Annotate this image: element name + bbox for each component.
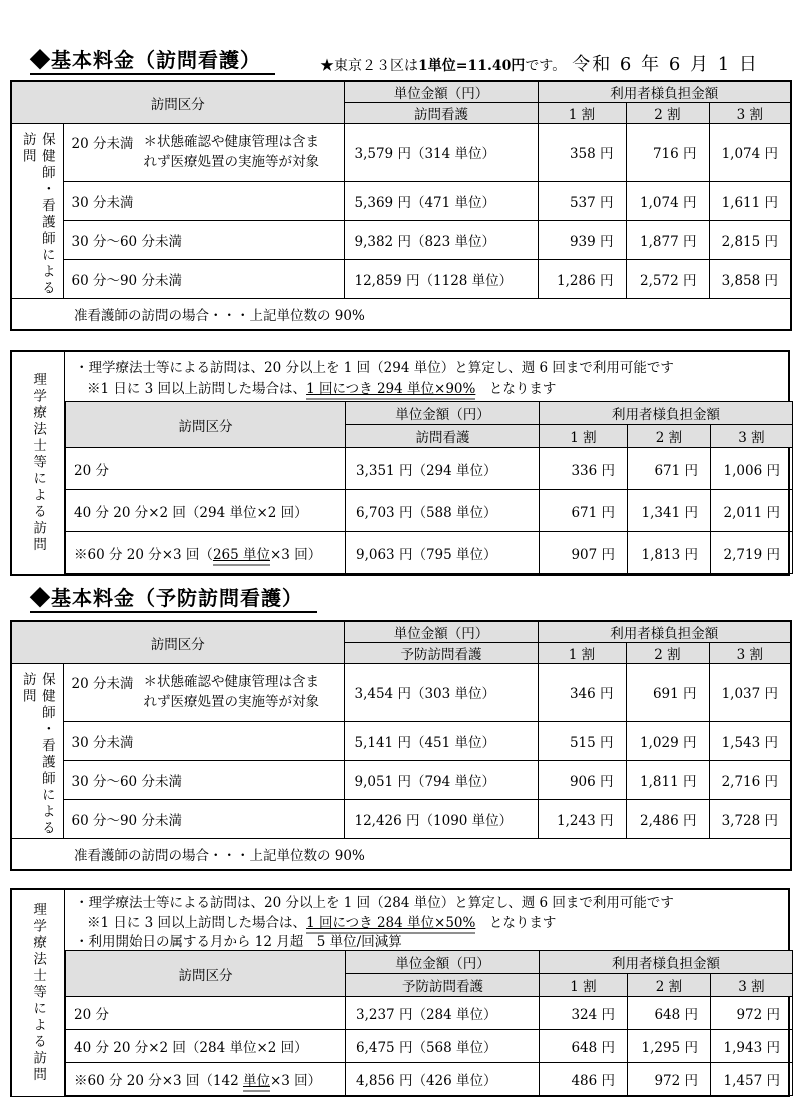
burden-10-cell: 906 円 bbox=[538, 760, 626, 799]
burden-20-cell: 1,341 円 bbox=[628, 490, 711, 532]
table-header-row bbox=[66, 951, 793, 974]
col-header-service: 予防訪問看護 bbox=[344, 643, 538, 664]
side-label-pt: 理学療法士等による訪問 bbox=[30, 902, 47, 1084]
burden-20-cell: 1,029 円 bbox=[626, 721, 709, 760]
burden-10-cell: 907 円 bbox=[540, 532, 628, 574]
table-row bbox=[66, 532, 793, 574]
price-cell: 3,351 円（294 単位） bbox=[346, 448, 540, 490]
category-cell: 30 分未満 bbox=[63, 181, 344, 220]
underlined-text: 1 回につき 294 単位×90% bbox=[306, 381, 475, 400]
price-cell: 3,454 円（303 単位） bbox=[344, 664, 538, 722]
category-cell: 30 分～60 分未満 bbox=[63, 760, 344, 799]
burden-10-cell: 671 円 bbox=[540, 490, 628, 532]
table-row bbox=[11, 799, 791, 838]
assistant-nurse-note: 准看護師の訪問の場合・・・上記単位数の 90% bbox=[11, 299, 791, 331]
burden-10-cell: 537 円 bbox=[538, 181, 626, 220]
section-title-visit-nursing bbox=[30, 44, 275, 73]
col-header-user-burden: 利用者様負担金額 bbox=[538, 81, 791, 103]
category-note: ＊状態確認や健康管理は含まれず医療処置の実施等が対象 bbox=[143, 134, 319, 171]
table-footer-row bbox=[11, 839, 791, 871]
burden-20-cell: 1,811 円 bbox=[626, 760, 709, 799]
burden-10-cell: 346 円 bbox=[538, 664, 626, 722]
pt-price-table bbox=[65, 950, 793, 1096]
col-header-service: 訪問看護 bbox=[344, 103, 538, 124]
col-header-unit-amount: 単位金額（円） bbox=[344, 81, 538, 103]
category-cell: 40 分 20 分×2 回（294 単位×2 回） bbox=[66, 490, 346, 532]
price-cell: 12,859 円（1128 単位） bbox=[344, 259, 538, 298]
burden-10-cell: 486 円 bbox=[540, 1063, 628, 1096]
category-note: ＊状態確認や健康管理は含まれず医療処置の実施等が対象 bbox=[143, 674, 319, 711]
category-cell: ※60 分 20 分×3 回（265 単位×3 回） bbox=[66, 532, 346, 574]
underlined-text: 1 回につき 284 単位×50% bbox=[306, 915, 475, 934]
burden-10-cell: 939 円 bbox=[538, 220, 626, 259]
col-header-burden-30: 3 割 bbox=[709, 103, 791, 124]
col-header-burden-20: 2 割 bbox=[628, 425, 711, 448]
col-header-burden-10: 1 割 bbox=[538, 643, 626, 664]
side-label-cell bbox=[12, 890, 65, 1096]
unit-note-prefix: ★東京２３区は bbox=[320, 58, 418, 74]
col-header-visit-category: 訪問区分 bbox=[11, 621, 344, 664]
side-label-cell bbox=[11, 124, 63, 299]
table-footer-row bbox=[11, 299, 791, 331]
burden-10-cell: 324 円 bbox=[540, 997, 628, 1030]
category-cell: 30 分～60 分未満 bbox=[63, 220, 344, 259]
burden-20-cell: 671 円 bbox=[628, 448, 711, 490]
pt-note-1: ・理学療法士等による訪問は、20 分以上を 1 回（284 単位）と算定し、週 6 回まで利用可能です bbox=[75, 895, 674, 911]
col-header-user-burden: 利用者様負担金額 bbox=[538, 621, 791, 643]
burden-30-cell: 1,457 円 bbox=[711, 1063, 793, 1096]
side-label-pt: 理学療法士等による訪問 bbox=[30, 372, 47, 554]
col-header-burden-30: 3 割 bbox=[709, 643, 791, 664]
burden-20-cell: 1,877 円 bbox=[626, 220, 709, 259]
document-date: 令和 6 年 6 月 1 日 bbox=[572, 54, 759, 75]
side-label-nurse: 保健師・看護師による bbox=[38, 672, 55, 837]
side-label-cell bbox=[11, 664, 63, 839]
price-cell: 3,237 円（284 単位） bbox=[346, 997, 540, 1030]
col-header-burden-20: 2 割 bbox=[626, 643, 709, 664]
section-title-text: ◆基本料金（予防訪問看護） bbox=[30, 588, 317, 613]
unit-note-suffix: です。 bbox=[525, 58, 567, 74]
burden-20-cell: 1,074 円 bbox=[626, 181, 709, 220]
burden-20-cell: 972 円 bbox=[628, 1063, 711, 1096]
burden-30-cell: 1,943 円 bbox=[711, 1030, 793, 1063]
col-header-burden-20: 2 割 bbox=[628, 974, 711, 997]
burden-30-cell: 3,728 円 bbox=[709, 799, 791, 838]
table-row bbox=[11, 124, 791, 182]
underlined-text: 単位 bbox=[243, 1073, 270, 1092]
category-cell: 20 分 bbox=[66, 448, 346, 490]
table-row bbox=[66, 490, 793, 532]
side-label-visit: 訪問 bbox=[19, 132, 36, 165]
table-header-row bbox=[11, 81, 791, 103]
table-row bbox=[66, 1063, 793, 1096]
col-header-unit-amount: 単位金額（円） bbox=[346, 951, 540, 974]
price-cell: 9,051 円（794 単位） bbox=[344, 760, 538, 799]
burden-10-cell: 648 円 bbox=[540, 1030, 628, 1063]
category-text: 20 分未満 bbox=[71, 136, 134, 153]
table-row bbox=[66, 997, 793, 1030]
category-cell: 30 分未満 bbox=[63, 721, 344, 760]
pt-note-2: ※1 日に 3 回以上訪問した場合は、1 回につき 284 単位×50% となります bbox=[75, 914, 780, 934]
burden-10-cell: 1,243 円 bbox=[538, 799, 626, 838]
table-row bbox=[11, 721, 791, 760]
burden-30-cell: 2,719 円 bbox=[711, 532, 793, 574]
burden-30-cell: 2,011 円 bbox=[711, 490, 793, 532]
col-header-visit-category: 訪問区分 bbox=[66, 402, 346, 448]
burden-30-cell: 2,716 円 bbox=[709, 760, 791, 799]
table-pt-visit-nursing bbox=[10, 350, 790, 576]
pt-notes bbox=[65, 890, 788, 950]
col-header-user-burden: 利用者様負担金額 bbox=[540, 402, 793, 425]
burden-30-cell: 972 円 bbox=[711, 997, 793, 1030]
price-cell: 3,579 円（314 単位） bbox=[344, 124, 538, 182]
table-basic-fee-visit-nursing bbox=[10, 80, 792, 331]
burden-30-cell: 3,858 円 bbox=[709, 259, 791, 298]
table-header-row bbox=[11, 621, 791, 643]
table-header-row bbox=[66, 402, 793, 425]
vertical-labels bbox=[13, 125, 62, 297]
side-label-cell bbox=[12, 352, 65, 574]
unit-price-note bbox=[320, 50, 759, 76]
pt-table-content bbox=[65, 352, 788, 574]
burden-30-cell: 1,074 円 bbox=[709, 124, 791, 182]
pt-note-1: ・理学療法士等による訪問は、20 分以上を 1 回（294 単位）と算定し、週 6 回まで利用可能です bbox=[75, 360, 674, 376]
underlined-text: 265 単位 bbox=[213, 547, 270, 566]
burden-20-cell: 1,813 円 bbox=[628, 532, 711, 574]
pt-price-table bbox=[65, 401, 793, 574]
burden-20-cell: 2,572 円 bbox=[626, 259, 709, 298]
col-header-unit-amount: 単位金額（円） bbox=[346, 402, 540, 425]
col-header-burden-20: 2 割 bbox=[626, 103, 709, 124]
table-row bbox=[11, 760, 791, 799]
burden-30-cell: 2,815 円 bbox=[709, 220, 791, 259]
table-row bbox=[66, 1030, 793, 1063]
col-header-burden-10: 1 割 bbox=[540, 425, 628, 448]
burden-20-cell: 716 円 bbox=[626, 124, 709, 182]
table-row bbox=[66, 448, 793, 490]
side-label-visit: 訪問 bbox=[19, 672, 36, 705]
burden-20-cell: 648 円 bbox=[628, 997, 711, 1030]
category-cell bbox=[63, 664, 344, 722]
table-row bbox=[11, 664, 791, 722]
col-header-burden-10: 1 割 bbox=[538, 103, 626, 124]
price-cell: 9,063 円（795 単位） bbox=[346, 532, 540, 574]
table-row bbox=[11, 181, 791, 220]
col-header-burden-10: 1 割 bbox=[540, 974, 628, 997]
col-header-service: 予防訪問看護 bbox=[346, 974, 540, 997]
burden-20-cell: 691 円 bbox=[626, 664, 709, 722]
category-cell: 40 分 20 分×2 回（284 単位×2 回） bbox=[66, 1030, 346, 1063]
burden-10-cell: 515 円 bbox=[538, 721, 626, 760]
table-pt-preventive-nursing bbox=[10, 888, 790, 1097]
category-text: 20 分未満 bbox=[71, 676, 134, 693]
price-cell: 9,382 円（823 単位） bbox=[344, 220, 538, 259]
category-cell: 20 分 bbox=[66, 997, 346, 1030]
assistant-nurse-note: 准看護師の訪問の場合・・・上記単位数の 90% bbox=[11, 839, 791, 871]
col-header-visit-category: 訪問区分 bbox=[11, 81, 344, 124]
price-cell: 6,475 円（568 単位） bbox=[346, 1030, 540, 1063]
burden-10-cell: 336 円 bbox=[540, 448, 628, 490]
col-header-burden-30: 3 割 bbox=[711, 425, 793, 448]
burden-10-cell: 1,286 円 bbox=[538, 259, 626, 298]
pt-notes bbox=[65, 352, 788, 401]
unit-note-bold: 1単位=11.40円 bbox=[418, 58, 526, 74]
col-header-service: 訪問看護 bbox=[346, 425, 540, 448]
pt-table-content bbox=[65, 890, 788, 1096]
vertical-labels bbox=[13, 665, 62, 837]
price-cell: 12,426 円（1090 単位） bbox=[344, 799, 538, 838]
category-cell: 60 分～90 分未満 bbox=[63, 799, 344, 838]
section-title-text: ◆基本料金（訪問看護） bbox=[30, 50, 275, 75]
table-row bbox=[11, 220, 791, 259]
pt-note-2: ※1 日に 3 回以上訪問した場合は、1 回につき 294 単位×90% となります bbox=[75, 379, 780, 400]
category-cell: 60 分～90 分未満 bbox=[63, 259, 344, 298]
col-header-user-burden: 利用者様負担金額 bbox=[540, 951, 793, 974]
col-header-burden-30: 3 割 bbox=[711, 974, 793, 997]
section-title-preventive-nursing bbox=[30, 582, 317, 611]
category-cell: ※60 分 20 分×3 回（142 単位×3 回） bbox=[66, 1063, 346, 1096]
burden-30-cell: 1,037 円 bbox=[709, 664, 791, 722]
burden-30-cell: 1,611 円 bbox=[709, 181, 791, 220]
burden-20-cell: 2,486 円 bbox=[626, 799, 709, 838]
price-cell: 6,703 円（588 単位） bbox=[346, 490, 540, 532]
table-basic-fee-preventive-nursing bbox=[10, 620, 792, 871]
burden-30-cell: 1,543 円 bbox=[709, 721, 791, 760]
table-row bbox=[11, 259, 791, 298]
burden-20-cell: 1,295 円 bbox=[628, 1030, 711, 1063]
category-cell bbox=[63, 124, 344, 182]
price-cell: 5,369 円（471 単位） bbox=[344, 181, 538, 220]
side-label-nurse: 保健師・看護師による bbox=[38, 132, 55, 297]
price-cell: 5,141 円（451 単位） bbox=[344, 721, 538, 760]
burden-10-cell: 358 円 bbox=[538, 124, 626, 182]
col-header-unit-amount: 単位金額（円） bbox=[344, 621, 538, 643]
pt-note-3: ・利用開始日の属する月から 12 月超 5 単位/回減算 bbox=[75, 934, 402, 950]
price-cell: 4,856 円（426 単位） bbox=[346, 1063, 540, 1096]
burden-30-cell: 1,006 円 bbox=[711, 448, 793, 490]
col-header-visit-category: 訪問区分 bbox=[66, 951, 346, 997]
